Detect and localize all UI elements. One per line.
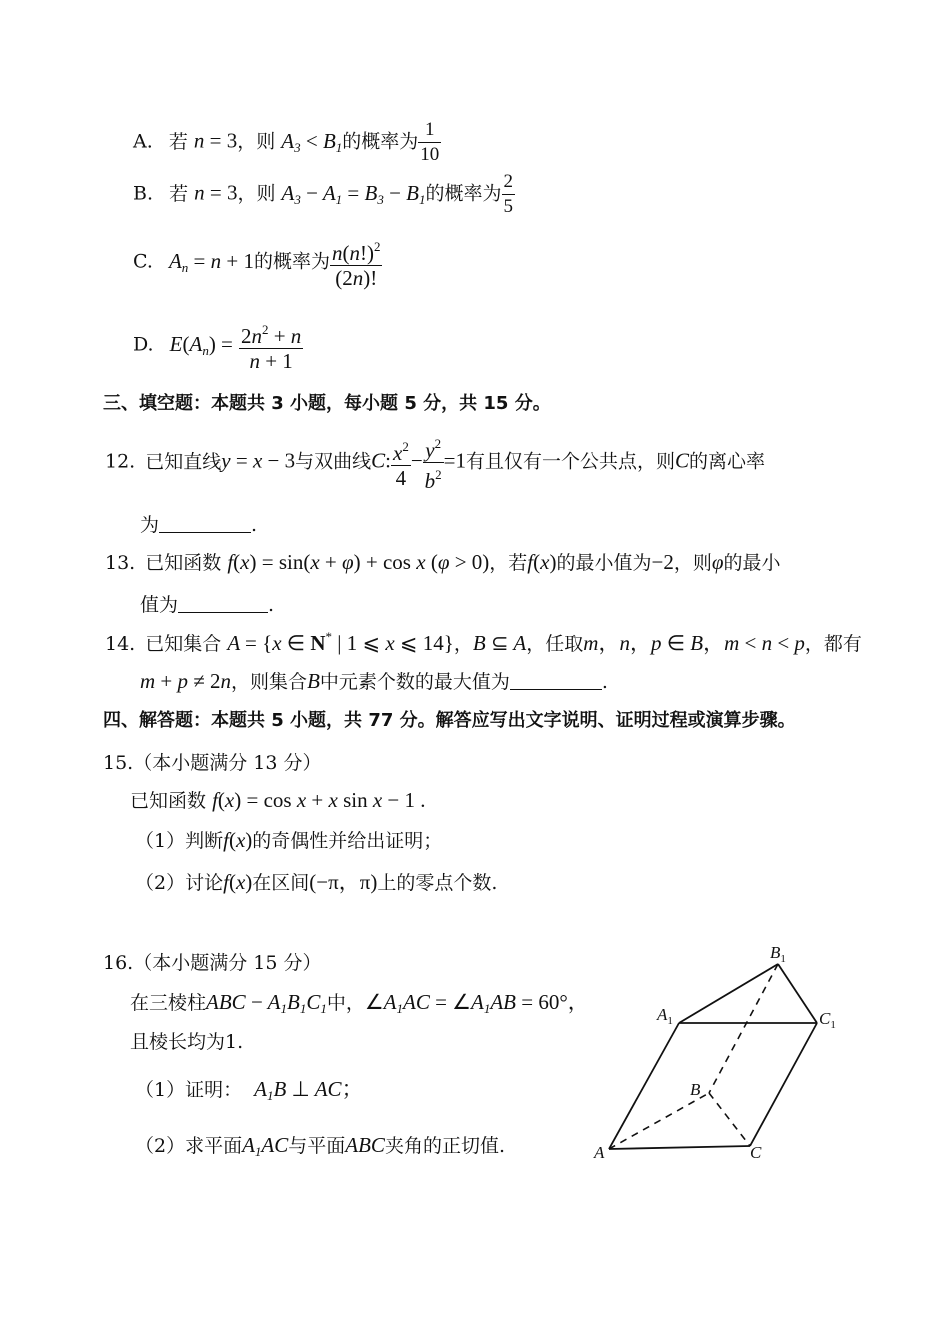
question-13 xyxy=(105,548,780,575)
prism-figure xyxy=(590,940,850,1170)
question-16-part1 xyxy=(135,1073,363,1104)
math-expression: (−π，π) xyxy=(309,870,378,894)
fraction: $\frac{x^2}{4}$ xyxy=(391,435,411,490)
label-a: A xyxy=(594,1143,605,1162)
option-b-text: ，则 xyxy=(237,182,276,205)
math-expression: f(x) xyxy=(223,870,253,894)
question-text: ，都有 xyxy=(804,633,862,655)
math-expression: m，n，p ∈ B，m < n < p xyxy=(583,631,805,655)
question-text: ，则集合 xyxy=(231,671,308,693)
fraction: $\frac{y^2}{b^2}$ xyxy=(423,432,444,493)
answer-blank[interactable] xyxy=(159,514,251,533)
edge-b-c xyxy=(709,1093,750,1146)
math-expression: f(x) = cos x + x sin x − 1 . xyxy=(212,788,426,812)
fraction: $\frac{2n^2 + n}{n + 1}$ xyxy=(239,318,303,373)
question-text: 的奇偶性并给出证明； xyxy=(252,830,443,852)
edge-c-c1 xyxy=(750,1023,817,1146)
label-c1: $C_1$ xyxy=(819,1009,836,1031)
option-c-label: C. xyxy=(133,250,153,273)
question-16-line2: 且棱长均为1. xyxy=(130,1031,244,1053)
math-expression: n = 3 xyxy=(194,180,238,205)
answer-blank[interactable] xyxy=(510,671,602,690)
math-expression: $A_3 - A_1 = B_3 - B_1$ xyxy=(281,180,426,207)
math-expression: f(x) xyxy=(527,550,557,574)
section-title: 四、解答题：本题共 5 小题，共 77 分。解答应写出文字说明、证明过程或演算步骤。 xyxy=(103,710,796,731)
option-d xyxy=(133,318,303,373)
fraction: $\frac{2}{5}$ xyxy=(503,171,514,217)
edge-b1-c1 xyxy=(778,964,817,1023)
question-text: 中元素个数的最大值为 xyxy=(319,671,510,693)
option-a-text: ，则 xyxy=(237,130,276,153)
question-15-head: 15.（本小题满分 13 分） xyxy=(103,752,322,774)
question-number: 14. xyxy=(105,633,136,655)
section-title: 三、填空题：本题共 3 小题，每小题 5 分，共 15 分。 xyxy=(103,393,551,414)
math-expression: $A_n = n + 1$ xyxy=(168,248,254,275)
math-expression: f(x) xyxy=(223,828,253,852)
option-a-text: 的概率为 xyxy=(342,130,419,153)
period: . xyxy=(251,514,258,536)
question-text: ，任取 xyxy=(526,633,584,655)
math-expression: $\angle A_1AC$ = $\angle A_1AB = 60^\circ$， xyxy=(364,990,589,1016)
option-a xyxy=(133,118,441,167)
question-text: （2）求平面 xyxy=(135,1135,243,1157)
question-16-part2 xyxy=(135,1131,505,1160)
option-b-text: 的概率为 xyxy=(425,182,502,205)
question-13-line2 xyxy=(140,590,274,617)
question-text: 已知函数 xyxy=(145,552,222,574)
math-expression: $A_1AC$ xyxy=(242,1133,289,1159)
label-b1: $B_1$ xyxy=(770,943,786,965)
question-number: 13. xyxy=(105,552,136,574)
question-16-stem xyxy=(130,986,589,1017)
question-15-stem xyxy=(130,786,426,813)
math-expression: B ⊆ A xyxy=(472,631,527,655)
question-text: 的最小值为 xyxy=(556,552,652,574)
option-b xyxy=(133,170,515,219)
question-15-part1 xyxy=(135,826,442,853)
question-text: 为 xyxy=(140,514,160,536)
question-text: （1）证明： xyxy=(135,1079,243,1101)
period: . xyxy=(268,594,275,616)
option-c-text: 的概率为 xyxy=(253,250,330,273)
option-b-label: B. xyxy=(133,182,154,205)
question-text: （2）讨论 xyxy=(135,872,224,894)
question-text: ，则 xyxy=(673,552,712,574)
question-text: 的离心率 xyxy=(689,450,766,473)
question-text: 中， xyxy=(326,992,365,1014)
question-text: 与平面 xyxy=(288,1135,346,1157)
option-d-label: D. xyxy=(133,333,154,356)
question-text: ，若 xyxy=(489,552,528,574)
period: . xyxy=(601,671,608,693)
question-number: 12. xyxy=(105,450,136,473)
edge-a1-b1 xyxy=(679,964,778,1023)
math-expression: $E(A_n)$ = xyxy=(169,331,233,358)
question-text: 与双曲线 xyxy=(295,450,372,473)
option-a-text: 若 xyxy=(168,130,188,153)
question-text: 有且仅有一个公共点，则 xyxy=(466,450,676,473)
question-12-line2 xyxy=(140,510,257,537)
math-expression: m + p ≠ 2n xyxy=(140,669,232,693)
label-c: C xyxy=(750,1143,762,1162)
edge-a-c xyxy=(609,1146,750,1149)
question-text: 已知直线 xyxy=(145,450,222,473)
question-text: 在区间 xyxy=(252,872,310,894)
math-expression: ABC − $A_1B_1C_1$ xyxy=(206,990,327,1016)
label-a1: $A_1$ xyxy=(657,1005,673,1027)
question-15-part2 xyxy=(135,866,497,896)
question-12: 12. 已知直线y = x − 3与双曲线C: $\frac{x^2}{4}$ − $\frac{y^2}{b^2}$ =1有且仅有一个公共点，则C的离心率 xyxy=(105,432,765,493)
edge-b-b1 xyxy=(709,964,778,1093)
question-text: 已知函数 xyxy=(130,790,207,812)
math-expression: −2 xyxy=(651,550,674,574)
label-b: B xyxy=(690,1080,701,1099)
math-expression: A = {x ∈ N* | 1 ⩽ x ⩽ 14} xyxy=(227,629,454,655)
question-text: 值为 xyxy=(140,594,179,616)
question-text: ， xyxy=(453,633,473,655)
math-expression: $A_3 < B_1$ xyxy=(281,128,343,155)
question-14-line2 xyxy=(140,667,608,694)
math-expression: B xyxy=(307,669,320,693)
math-expression: C xyxy=(675,448,690,473)
answer-blank[interactable] xyxy=(178,594,268,613)
math-expression: ABC xyxy=(345,1133,385,1157)
math-expression: $A_1B$ ⊥ AC； xyxy=(254,1077,363,1103)
question-text: （1）判断 xyxy=(135,830,224,852)
fraction: $\frac{n(n!)^2}{(2n)!}$ xyxy=(330,235,383,290)
question-text: 的最小 xyxy=(723,552,781,574)
math-expression: y = x − 3 xyxy=(221,448,296,473)
question-14 xyxy=(105,627,862,657)
question-text: 夹角的正切值. xyxy=(384,1135,505,1157)
option-b-text: 若 xyxy=(169,182,189,205)
math-expression: f(x) = sin(x + φ) + cos x (φ > 0) xyxy=(227,550,490,574)
math-expression: C: xyxy=(371,448,391,473)
question-text: 在三棱柱 xyxy=(130,992,207,1014)
question-16-head: 16.（本小题满分 15 分） xyxy=(103,952,322,974)
math-expression: n = 3 xyxy=(193,128,238,153)
option-a-label: A. xyxy=(133,130,153,153)
fraction: $\frac{1}{10}$ xyxy=(420,119,440,165)
question-text: 上的零点个数. xyxy=(377,872,498,894)
question-text: 已知集合 xyxy=(145,633,222,655)
math-expression: φ xyxy=(711,550,724,574)
option-c xyxy=(133,235,382,290)
